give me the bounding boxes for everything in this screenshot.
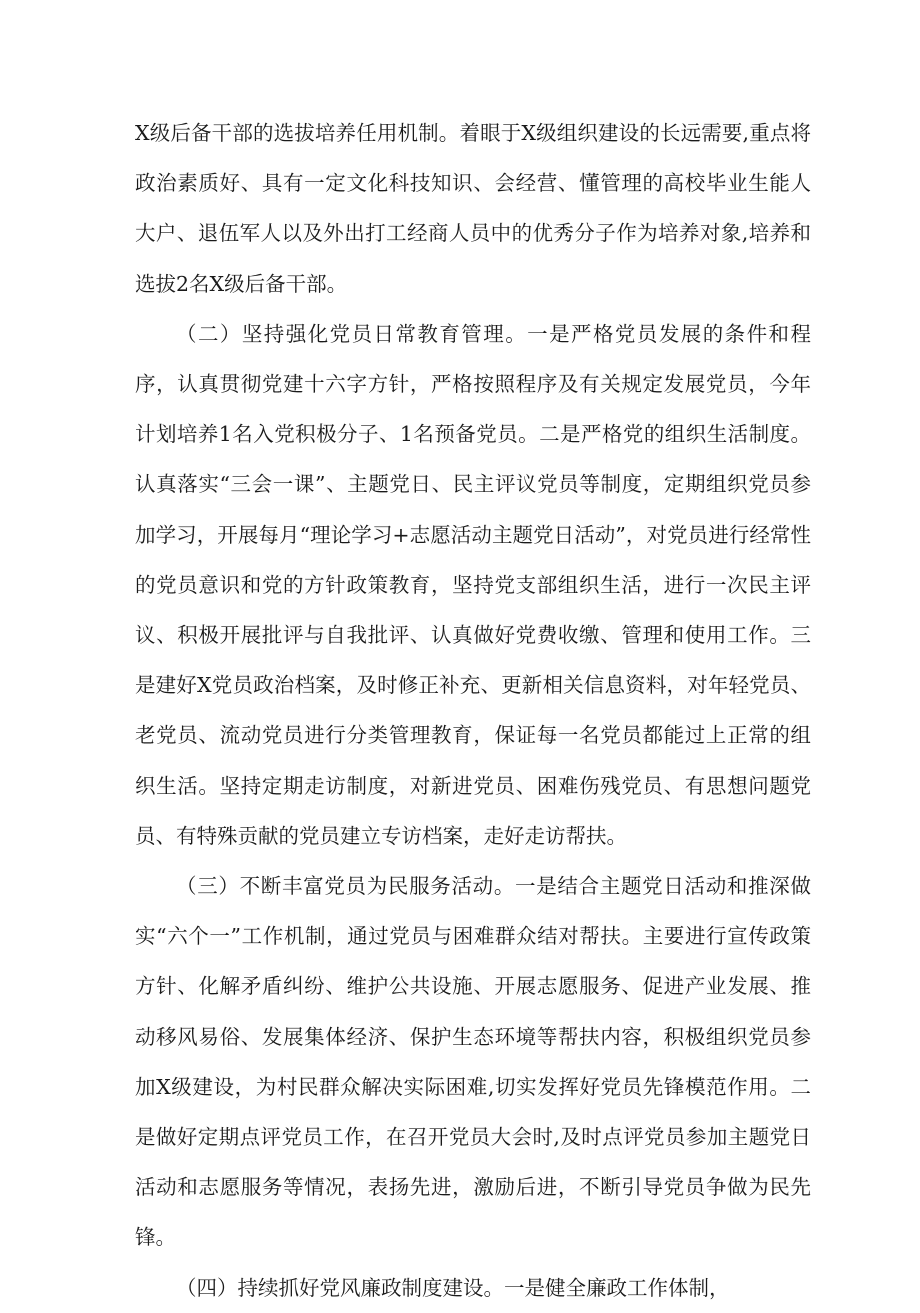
paragraph-service-activities: （三）不断丰富党员为民服务活动。一是结合主题党日活动和推深做实“六个一”工作机制，通过党员与困难群众结对帮扶。主要进行宣传政策方针、化解矛盾纠纷、维护公共设施、开展志愿服务、促进产业发展、推动移风易俗、发展集体经济、保护生态环境等帮扶内容，积极组织党员参加X级建设，为村民群众解决实际困难,切实发挥好党员先锋模范作用。二是做好定期点评党员工作，在召开党员大会时,及时点评党员参加主题党日活动和志愿服务等情况，表扬先进，激励后进，不断引导党员争做为民先锋。 xyxy=(135,874,811,1250)
paragraph-cadre-selection: X级后备干部的选拔培养任用机制。着眼于X级组织建设的长远需要,重点将政治素质好、具有一定文化科技知识、会经营、懂管理的高校毕业生能人大户、退伍军人以及外出打工经商人员中的优秀分子作为培养对象,培养和选拔2名X级后备干部。 xyxy=(135,121,811,296)
document-body xyxy=(135,108,811,1313)
paragraph-member-education: （二）坚持强化党员日常教育管理。一是严格党员发展的条件和程序，认真贯彻党建十六字方针，严格按照程序及有关规定发展党员，今年计划培养1名入党积极分子、1名预备党员。二是严格党的组织生活制度。认真落实“三会一课”、主题党日、民主评议党员等制度，定期组织党员参加学习，开展每月“理论学习+志愿活动主题党日活动”，对党员进行经常性的党员意识和党的方针政策教育，坚持党支部组织生活，进行一次民主评议、积极开展批评与自我批评、认真做好党费收缴、管理和使用工作。三是建好X党员政治档案，及时修正补充、更新相关信息资料，对年轻党员、老党员、流动党员进行分类管理教育，保证每一名党员都能过上正常的组织生活。坚持定期走访制度，对新进党员、困难伤残党员、有思想问题党员、有特殊贡献的党员建立专访档案，走好走访帮扶。 xyxy=(135,321,811,848)
paragraph-integrity-system: （四）持续抓好党风廉政制度建设。一是健全廉政工作体制， xyxy=(176,1275,730,1300)
